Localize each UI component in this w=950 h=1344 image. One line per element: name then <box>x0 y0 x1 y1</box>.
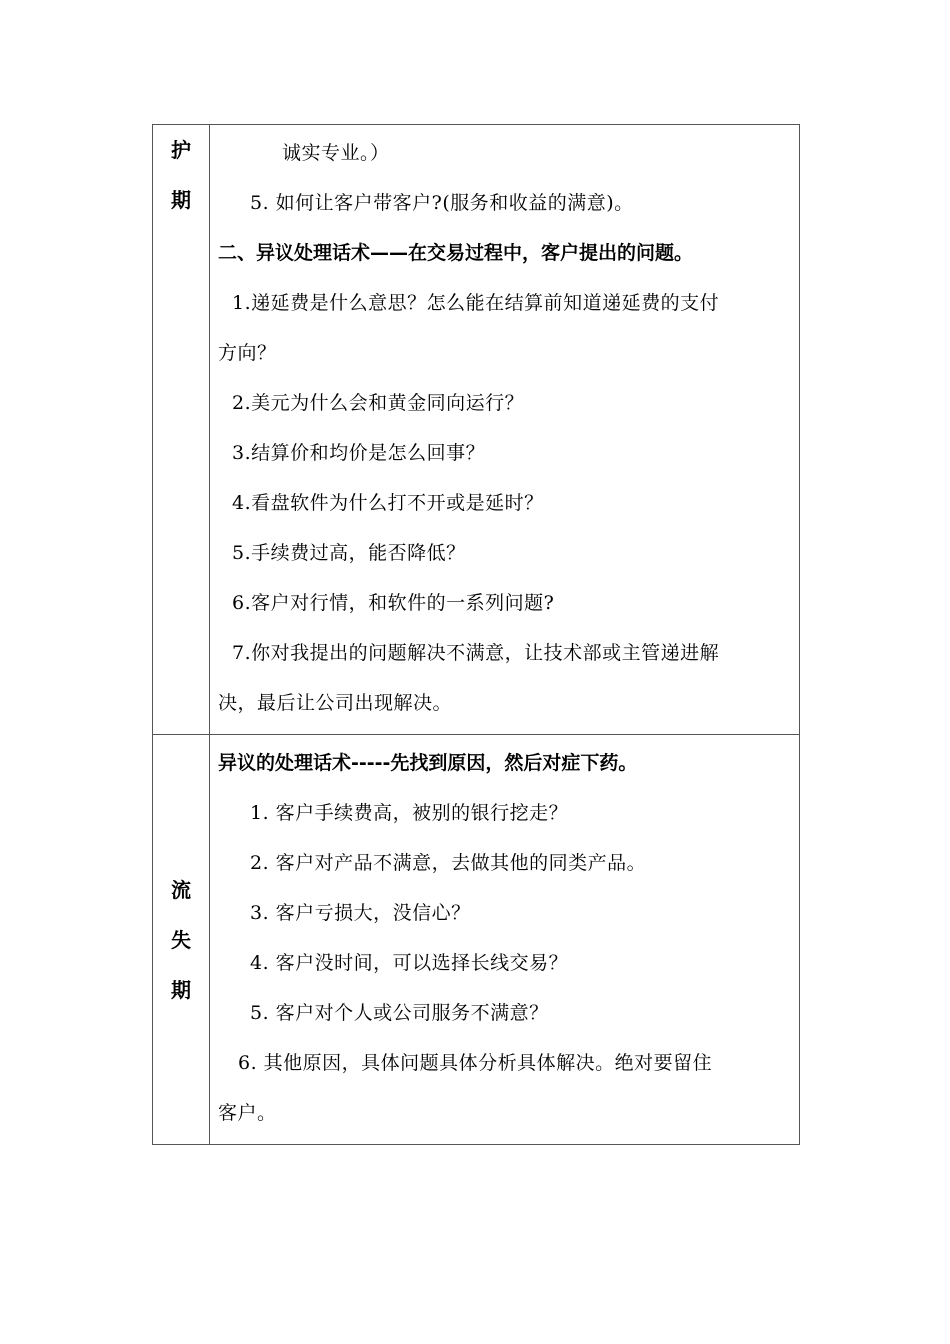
section-heading: 异议的处理话术-----先找到原因，然后对症下药。 <box>218 752 638 774</box>
row-label-char: 期 <box>171 977 191 1002</box>
list-item-continuation: 决，最后让公司出现解决。 <box>218 692 453 714</box>
row-label-char: 期 <box>171 188 191 212</box>
row-label-char: 护 <box>171 138 191 162</box>
list-item: 5.手续费过高，能否降低？ <box>232 542 466 564</box>
row-label-char: 流 <box>171 877 191 902</box>
list-item: 5. 如何让客户带客户?(服务和收益的满意)。 <box>250 192 634 214</box>
table-row-maintenance <box>153 125 800 735</box>
row-label-cell <box>153 735 210 1145</box>
list-item: 4. 客户没时间，可以选择长线交易？ <box>250 952 569 974</box>
list-item: 2. 客户对产品不满意，去做其他的同类产品。 <box>250 852 647 874</box>
list-item: 6. 其他原因，具体问题具体分析具体解决。绝对要留住 <box>238 1052 713 1074</box>
row-content-cell <box>210 125 800 735</box>
list-item-continuation: 客户。 <box>218 1102 277 1124</box>
row-label-char: 失 <box>171 927 191 952</box>
list-item: 3.结算价和均价是怎么回事？ <box>232 442 486 464</box>
list-item: 4.看盘软件为什么打不开或是延时？ <box>232 492 544 514</box>
row-label-cell <box>153 125 210 735</box>
list-item-continuation: 方向？ <box>218 342 277 364</box>
paragraph: 诚实专业。） <box>282 142 390 164</box>
document-table <box>152 124 800 1145</box>
list-item: 3. 客户亏损大，没信心？ <box>250 902 471 924</box>
list-item: 5. 客户对个人或公司服务不满意？ <box>250 1002 549 1024</box>
table-row-churn <box>153 735 800 1145</box>
row-content-cell <box>210 735 800 1145</box>
section-heading: 二、异议处理话术——在交易过程中，客户提出的问题。 <box>218 242 694 264</box>
list-item: 7.你对我提出的问题解决不满意，让技术部或主管递进解 <box>232 642 720 664</box>
list-item: 1. 客户手续费高，被别的银行挖走？ <box>250 802 569 824</box>
list-item: 2.美元为什么会和黄金同向运行？ <box>232 392 525 414</box>
list-item: 1.递延费是什么意思？怎么能在结算前知道递延费的支付 <box>232 292 720 314</box>
list-item: 6.客户对行情，和软件的一系列问题? <box>232 592 555 614</box>
